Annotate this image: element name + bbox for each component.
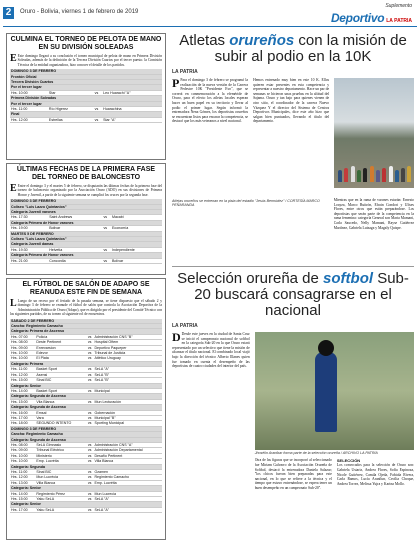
- table-group-heading: Categoría Juvenil varones: [10, 210, 162, 215]
- table-row: Hrs. 14:00 Regimiento Pérez vs Mun Lucrecia: [10, 491, 162, 496]
- table-row: Hrs. 17:00 Yaku SeLA vs SeLA "A": [10, 507, 162, 512]
- box-baloncesto: [6, 163, 166, 275]
- article2-headline: Selección orureña de softbol Sub-20 buscará consagrarse en el nacional: [177, 270, 409, 319]
- table-group-heading: Categoría: Segunda de Ascenso: [10, 394, 162, 399]
- table-group-heading: Categoría: Senior: [10, 486, 162, 491]
- table-row: Hrs. 16:00 Emsal vs Gobernación: [10, 410, 162, 415]
- photo-figure: [407, 166, 411, 182]
- table-row: Hrs. 10:00 Star vs Leo Huarachi "A": [10, 90, 162, 95]
- page-number: 2: [3, 7, 14, 19]
- table-group-heading: MARTES 5 DE FEBRERO: [10, 231, 162, 236]
- table-group-heading: Categoría: Segunda de Ascenso: [10, 405, 162, 410]
- table-row: Hrs. 09:00 Tribunal Eléctrico vs Administración Departamental: [10, 448, 162, 453]
- table-row: Hrs. 10:00 Emp. Lucrétia vs Villa Blanca: [10, 459, 162, 464]
- table-row: Hrs. 15:00 Yaku SeLA vs SeLA "A": [10, 497, 162, 502]
- table-group-heading: Categoría Primera de Honor varones: [10, 253, 162, 258]
- table-group-heading: Categoría: Primera: [10, 361, 162, 366]
- table-group-heading: Categoría: Segunda de Ascenso: [10, 437, 162, 442]
- right-area: [172, 33, 414, 546]
- table-row: Hrs. 08:00 Deste Pertinent vs Hospital Oftem: [10, 340, 162, 345]
- table-row: Hrs. 17:30 Saint Andrews vs Macabi: [10, 215, 162, 220]
- photo-figure: [338, 170, 342, 182]
- player-figure: [315, 352, 337, 432]
- edition-line: Oruro - Bolivia, viernes 1 de febrero de 2019: [20, 9, 139, 15]
- article2: [172, 266, 414, 546]
- logo-top: Suplemento: [385, 3, 412, 9]
- table-row: Hrs. 08:00 SeLA Gimnasio vs Administración CNS "A": [10, 442, 162, 447]
- table-group-heading: Categoría: Senior: [10, 383, 162, 388]
- table-heading: DOMINGO 3 DE FEBRERO: [10, 69, 162, 74]
- article1-section: LA PATRIA: [172, 69, 198, 75]
- table-group-heading: Frontón Oficial: [10, 74, 162, 79]
- table-group-heading: Tercera División Cuartos: [10, 80, 162, 85]
- photo-figure: [344, 168, 348, 182]
- photo-figure: [401, 168, 405, 182]
- table-group-heading: Categoría: Senior: [10, 502, 162, 507]
- article1-col1: P Para el domingo 3 de febrero se programó la realización de la nueva versión de la Carrera Pedestre 10K "Presidente Evo", que se correrá en conmemoración a la efeméride de Oruro, para el efecto los atletas locales esperan hacer un buen papel en su territorio y llevar al podio el primer lugar. Según informó la entrenadora Nena Gómez, los deportistas orureños se encuentran listos para encarar la competencia, se destacó que los más veteranos a nivel nacional.: [172, 78, 249, 124]
- article1-col3: Mientras que en la rama de varones estarán: Ernesto Loayza, Marco Buitrón, Efrain Condori y Ulises Flores, entre otros que están preparándose. Los deportistas que serán parte de la competencia en la rama femenina: categoría General son Marta Mamani, Carla Saucedo, Nelly Mamani, Rayse Gutiérrez Martínez, Gabriela Luizaga y Magaly Quispe.: [333, 198, 414, 230]
- photo-figure: [351, 166, 355, 182]
- box-pelota: [6, 33, 166, 160]
- athletes-photo: [334, 78, 414, 188]
- box-body: E Este domingo llegará a su conclusión el torneo municipal de pelota de mano en Primera División Soleadas, además de la definición de la Tercera División Cuartos por el tercer puesto. la Comisión Técnica de la entidad organizadora, hizo conocer el detalle de los partidos.: [10, 53, 162, 67]
- table-group-heading: Categoría Juvenil damas: [10, 242, 162, 247]
- box-title: CULMINA EL TORNEO DE PELOTA DE MANO EN SU DIVISIÓN SOLEADAS: [10, 36, 162, 51]
- table-row: Hrs. 15:00 Sinal BIC vs SeLA "B": [10, 378, 162, 383]
- table-group-heading: DOMINGO 3 DE FEBRERO: [10, 426, 162, 431]
- table-row: Hrs. 17:00 Vara vs Municipal "B": [10, 415, 162, 420]
- logo-sub: LA PATRIA: [386, 18, 412, 24]
- article1-headline: Atletas orureños con la misión de subir al podio en la 10K: [179, 32, 407, 65]
- table-row: Hrs. 10:00 El Plata vs Atlético Uruguay: [10, 356, 162, 361]
- article2-col2: Otra de las figuras que se incorporó al seleccionado fue Miriam Galvarro de la Asociación Orureña de Softbol, destacó la entrenadora Daniela Salazar; "los chicos fueron bien preparadas para este nacional, en lo que se refiere a la técnica y el tiempo que estuvo entrenándose, se espera tener un buen desempeño en un campeonato Sub-20".: [254, 458, 332, 490]
- schedule-table: [10, 319, 162, 514]
- table-group-heading: Categoría: Primera de Ascenso: [10, 329, 162, 334]
- header-divider: [3, 26, 417, 27]
- photo-figure: [382, 168, 386, 182]
- photo-figure: [370, 166, 374, 182]
- article2-right: [255, 332, 414, 546]
- box-body: L Luego de un receso por el feriado de la pasada semana, se tiene dispuesto que el sábado 2 y domingo 3 de febrero se reanude el fútbol de salón que controla la Asociación Deportiva de la Administración Pública de Oruro (Adapo), que es dirigido por el presidente del Comité Técnico con las siguientes partidos, de su torneo al siguiente rol de encuentros.: [10, 298, 162, 317]
- player-helmet: [318, 340, 334, 356]
- table-row: Hrs. 12:00 Estrellas vs Star "A": [10, 117, 162, 122]
- article1-photo-wrap: [334, 78, 414, 198]
- article1-caption: Atletas orureños se entrenan en la pista del estadio "Jesús Bermúdez" / CORTESÍA MARCO PEÑARANDA: [172, 199, 320, 208]
- table-group-heading: SÁBADO 2 DE FEBRERO: [10, 319, 162, 324]
- box-title: ÚLTIMAS FECHAS DE LA PRIMERA FASE DEL TORNEO DE BALONCESTO: [16, 166, 156, 181]
- article1-bottom: [172, 198, 414, 258]
- schedule-table: [10, 199, 162, 264]
- left-column: [6, 33, 166, 543]
- logo-main: Deportivo: [330, 11, 385, 25]
- table-group-heading: DOMINGO 3 DE FEBRERO: [10, 199, 162, 204]
- table-group-heading: Por el tercer lugar: [10, 101, 162, 106]
- supplement-logo: [331, 3, 412, 27]
- box-title: EL FÚTBOL DE SALÓN DE ADAPO SE REANUDA ESTE FIN DE SEMANA: [22, 281, 150, 296]
- article2-body: [172, 332, 414, 546]
- photo-figure: [389, 166, 393, 182]
- table-row: Hrs. 11:00 Basket Sport vs SeLA "A": [10, 367, 162, 372]
- table-row: Hrs. 13:00 Villa Blanca vs Emp. Lucrétia: [10, 480, 162, 485]
- caption-wrap: [172, 198, 329, 258]
- box-futbol-salon: [6, 278, 166, 540]
- article1-col2: Hemos entrenado muy bien en este 10 K. Ellos quieren estar presentes en esta competencia y representar a nuestro departamento. Hace un par de semanas se hicieron unas pruebas en la altitud del Sajama. Oruro y tan bajo para quienes vienen de otro sitio, el coordinador de la carrera Nuevo Vázquez Y el director del Sistema de Centros Deportivos Municipales, dice este año hizo que salgan bien puntuados, llevando el título del departamento.: [253, 78, 330, 124]
- photo-figure: [363, 168, 367, 182]
- table-row: Hrs. 18:00 SEGUNDO INTENTO vs Sporting Municipal: [10, 421, 162, 426]
- table-group-heading: Primera División Soleadas: [10, 96, 162, 101]
- article2-section: LA PATRIA: [172, 323, 198, 329]
- table-row: Hrs. 09:00 Enrevarsion vs Deportivo Paqueper: [10, 345, 162, 350]
- table-group-heading: Cancha: Regimiento Camacho: [10, 432, 162, 437]
- box-body: E Entre el domingo 3 y el martes 5 de febrero, se disputarán las últimas fechas de la primera fase del torneo de baloncesto organizado por la Asociación Oruro (ADO) en sus divisiones de Primera Honor y Juvenil, a partir de la siguiente semana se cumplirá los cruces por la segunda fase.: [10, 183, 162, 197]
- table-row: Hrs. 10:00 Ministerio vs Desafío Pertinent: [10, 453, 162, 458]
- table-row: Hrs. 11:00 Sinal BIC vs Ozamen: [10, 470, 162, 475]
- page-header: [0, 0, 420, 30]
- article1-top: [172, 78, 414, 198]
- schedule-table: [10, 69, 162, 123]
- table-row: Hrs. 14:00 Basket Sport vs Municipal: [10, 388, 162, 393]
- table-group-heading: Coliseo "Luis Lazzo Quintanios": [10, 237, 162, 242]
- article2-col1: D Desde este jueves en la ciudad de Santa Cruz se inició el campeonato nacional de softbol en la categoría Sub-20 en la que Oruro estará representado por un selectivo que tiene la misión de alcanzar el título nacional. El combinado local viajó bajo la dirección del técnico Alberto Illanes quien fue tomado en cuenta el desempeño de las deportistas de cuatro ciudades del interior del país.: [172, 332, 250, 369]
- table-row: Hrs. 19:00 Bolivar vs Economía: [10, 226, 162, 231]
- softball-photo: [255, 332, 414, 450]
- table-row: Hrs. 12:00 Mun Lucrécia vs Regimiento Camacho: [10, 475, 162, 480]
- photo-figure: [357, 170, 361, 182]
- article2-col3: SELECCIÓN Los convocados para la selección de Oruro son: Gabriela Ustariz, Andrea Flores, Sofía Espinoza, Nicole Gutiérrez, Camila Ojeda, Fabiola Rivera, Carla Ramos, Lucía Aranibar, Cecilia Choque, Andrea Torrez, Melissa Yujra y Karina Mollo.: [336, 458, 415, 486]
- table-group-heading: Categoría Primera de Honor varones: [10, 220, 162, 225]
- photo-figure: [395, 170, 399, 182]
- table-row: Hrs. 15:00 Vila Blanca vs Mun Lecturación: [10, 399, 162, 404]
- photo-figure: [376, 170, 380, 182]
- table-group-heading: Categoría: Segunda: [10, 464, 162, 469]
- table-row: Hrs. 07:00 Policía vs Administración CNS "B": [10, 334, 162, 339]
- table-group-heading: Por el tercer lugar: [10, 85, 162, 90]
- table-row: Hrs. 10:00 Edevor vs Tribunal de Justicia: [10, 351, 162, 356]
- table-row: Hrs. 11:00 Río Higerez vs Huarachina: [10, 107, 162, 112]
- table-group-heading: Coliseo "Luis Lazzo Quintanios": [10, 204, 162, 209]
- table-group-heading: Cancha: Regimiento Camacho: [10, 324, 162, 329]
- table-row: Hrs. 21:00 Concordia vs Bolívar: [10, 258, 162, 263]
- table-row: Hrs. 19:30 Helvetia vs Independiente: [10, 247, 162, 252]
- article2-caption: Jhosélin Aranibar forma parte de la selección orureña / ARCHIVO LA PATRIA: [254, 451, 378, 455]
- table-row: Hrs. 12:00 Asensi vs SeLA "B": [10, 372, 162, 377]
- table-group-heading: Final: [10, 112, 162, 117]
